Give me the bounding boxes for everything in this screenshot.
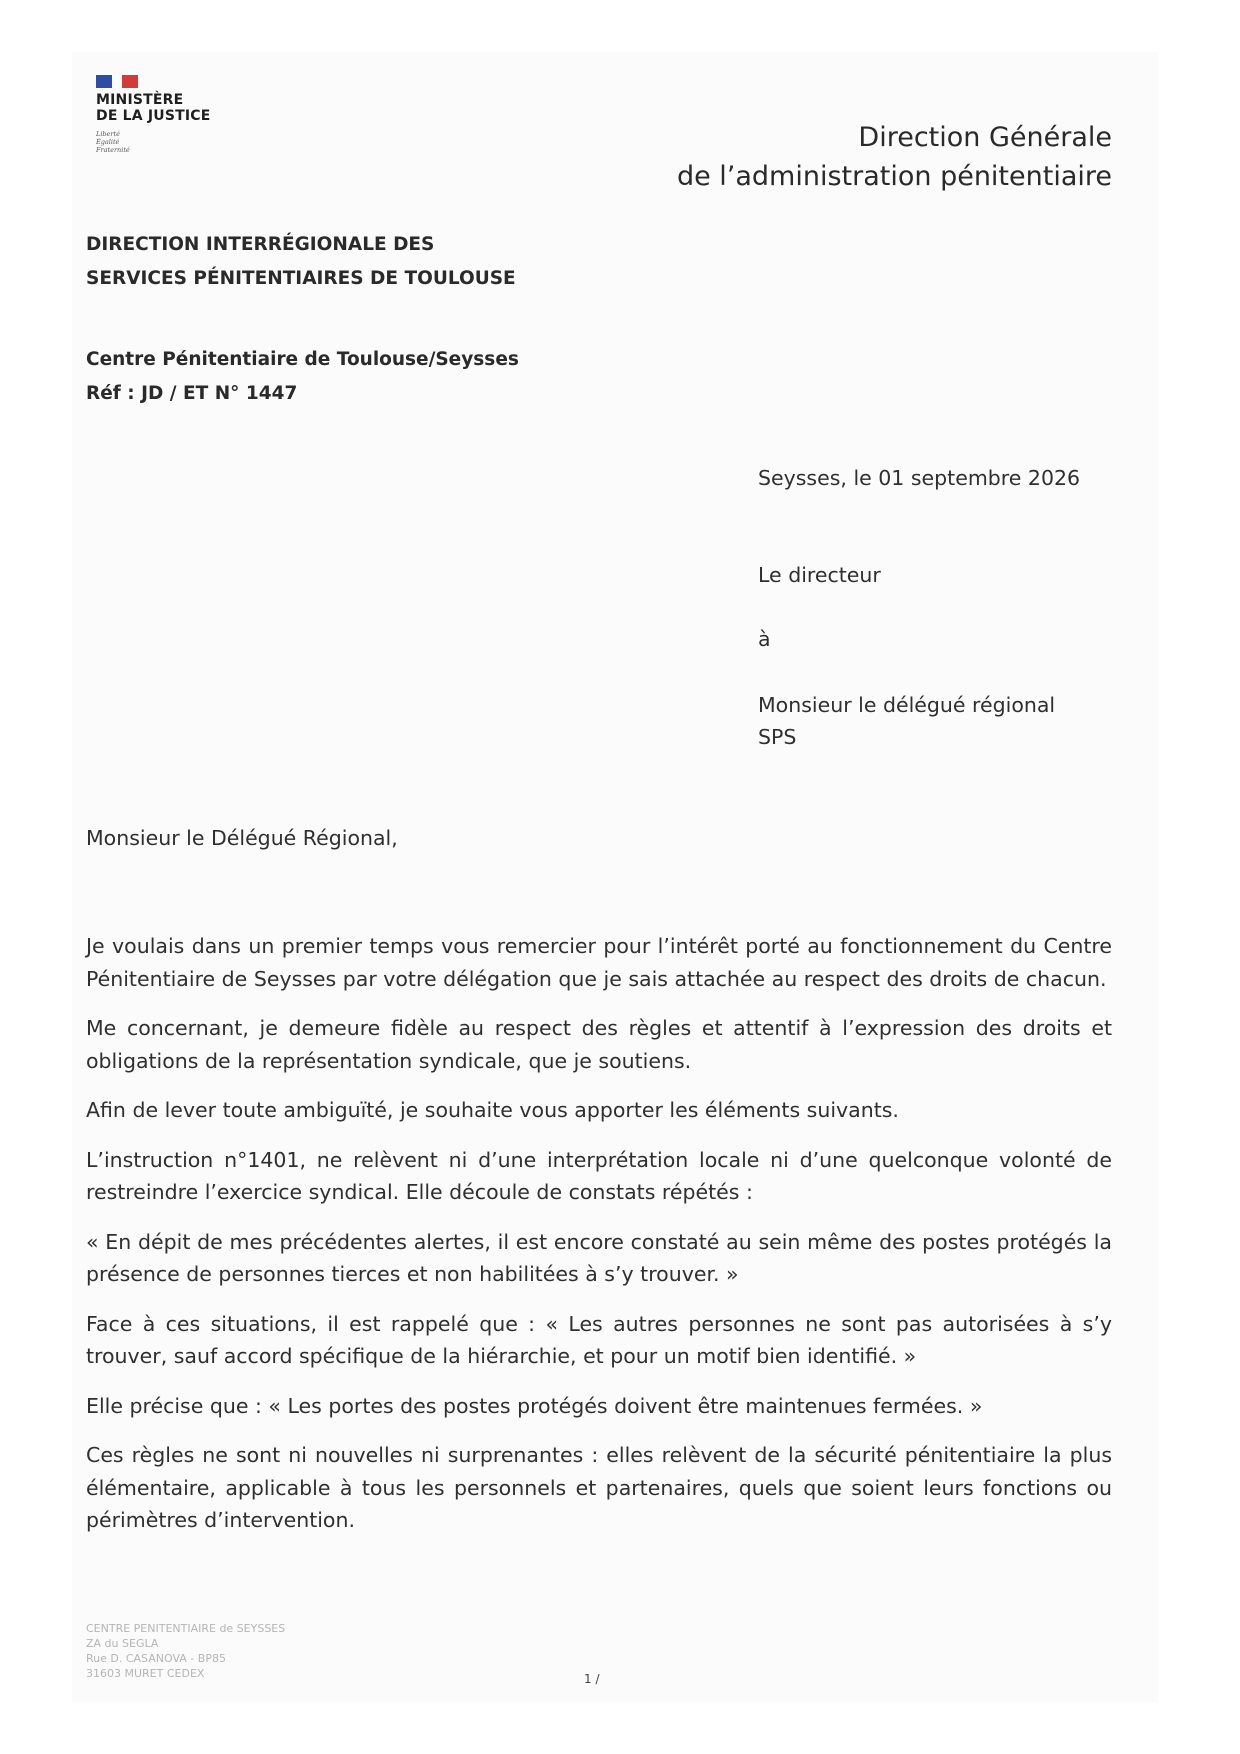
body-paragraph: Me concernant, je demeure fidèle au respect des règles et attentif à l’expression des droits et obligations de la représentation syndicale, que je soutiens.	[86, 1016, 1112, 1073]
footer-address-line: Rue D. CASANOVA - BP85	[86, 1652, 226, 1665]
quote-paragraph: « En dépit de mes précédentes alertes, il est encore constaté au sein même des postes protégés la présence de personnes tierces et non habilitées à s’y trouver. »	[86, 1229, 1112, 1286]
footer-address-line: CENTRE PENITENTIAIRE de SEYSSES	[86, 1622, 286, 1635]
centre-block	[86, 343, 519, 411]
ministry-name-line1: MINISTÈRE	[96, 92, 184, 108]
republic-motto	[96, 130, 266, 154]
body-paragraph: Face à ces situations, il est rappelé que : « Les autres personnes ne sont pas autorisées à s’y trouver, sauf accord spécifique de la hiérarchie, et pour un motif bien identifié. »	[86, 1311, 1112, 1368]
footer-address-line: ZA du SEGLA	[86, 1637, 159, 1650]
page-number: 1 /	[584, 1672, 600, 1686]
centre-name: Centre Pénitentiaire de Toulouse/Seysses	[86, 349, 519, 370]
recipient	[758, 689, 1112, 753]
body-paragraph: Ces règles ne sont ni nouvelles ni surprenantes : elles relèvent de la sécurité pénitentiaire la plus élémentaire, applicable à tous les personnels et partenaires, quels que soient leurs fonctions ou périmètres d’intervention.	[86, 1443, 1112, 1532]
direction-interregionale	[86, 228, 516, 296]
salutation: Monsieur le Délégué Régional,	[86, 826, 398, 850]
letter-body	[86, 930, 1112, 1554]
recipient-line2: SPS	[758, 725, 797, 749]
ministry-logo	[96, 74, 266, 154]
footer-address	[86, 1621, 285, 1681]
direction-generale-heading	[677, 118, 1112, 196]
date-line: Seysses, le 01 septembre 2026	[758, 466, 1081, 490]
reference-number: Réf : JD / ET N° 1447	[86, 383, 298, 404]
footer-address-line: 31603 MURET CEDEX	[86, 1667, 205, 1680]
body-paragraph: L’instruction n°1401, ne relèvent ni d’une interprétation locale ni d’une quelconque volonté de restreindre l’exercice syndical. Elle découle de constats répétés :	[86, 1147, 1112, 1204]
marianne-flag-icon	[96, 74, 266, 89]
direction-interregionale-line1: DIRECTION INTERRÉGIONALE DES	[86, 234, 435, 255]
motto-line: Fraternité	[96, 146, 130, 154]
recipient-line1: Monsieur le délégué régional	[758, 693, 1056, 717]
to-word: à	[758, 627, 771, 651]
direction-generale-line2: de l’administration pénitentiaire	[676, 161, 1112, 192]
ministry-name-line2: DE LA JUSTICE	[96, 108, 211, 124]
sender: Le directeur	[758, 563, 881, 587]
motto-line: Égalité	[96, 138, 120, 146]
body-paragraph: Je voulais dans un premier temps vous remercier pour l’intérêt porté au fonctionnement du Centre Pénitentiaire de Seysses par votre délégation que je sais attachée au respect des droits de chacun.	[86, 934, 1112, 991]
direction-generale-line1: Direction Générale	[858, 122, 1112, 153]
direction-interregionale-line2: SERVICES PÉNITENTIAIRES DE TOULOUSE	[86, 268, 516, 289]
motto-line: Liberté	[96, 130, 120, 138]
body-paragraph: Afin de lever toute ambiguïté, je souhaite vous apporter les éléments suivants.	[86, 1098, 899, 1122]
body-paragraph: Elle précise que : « Les portes des postes protégés doivent être maintenues fermées. »	[86, 1393, 983, 1418]
